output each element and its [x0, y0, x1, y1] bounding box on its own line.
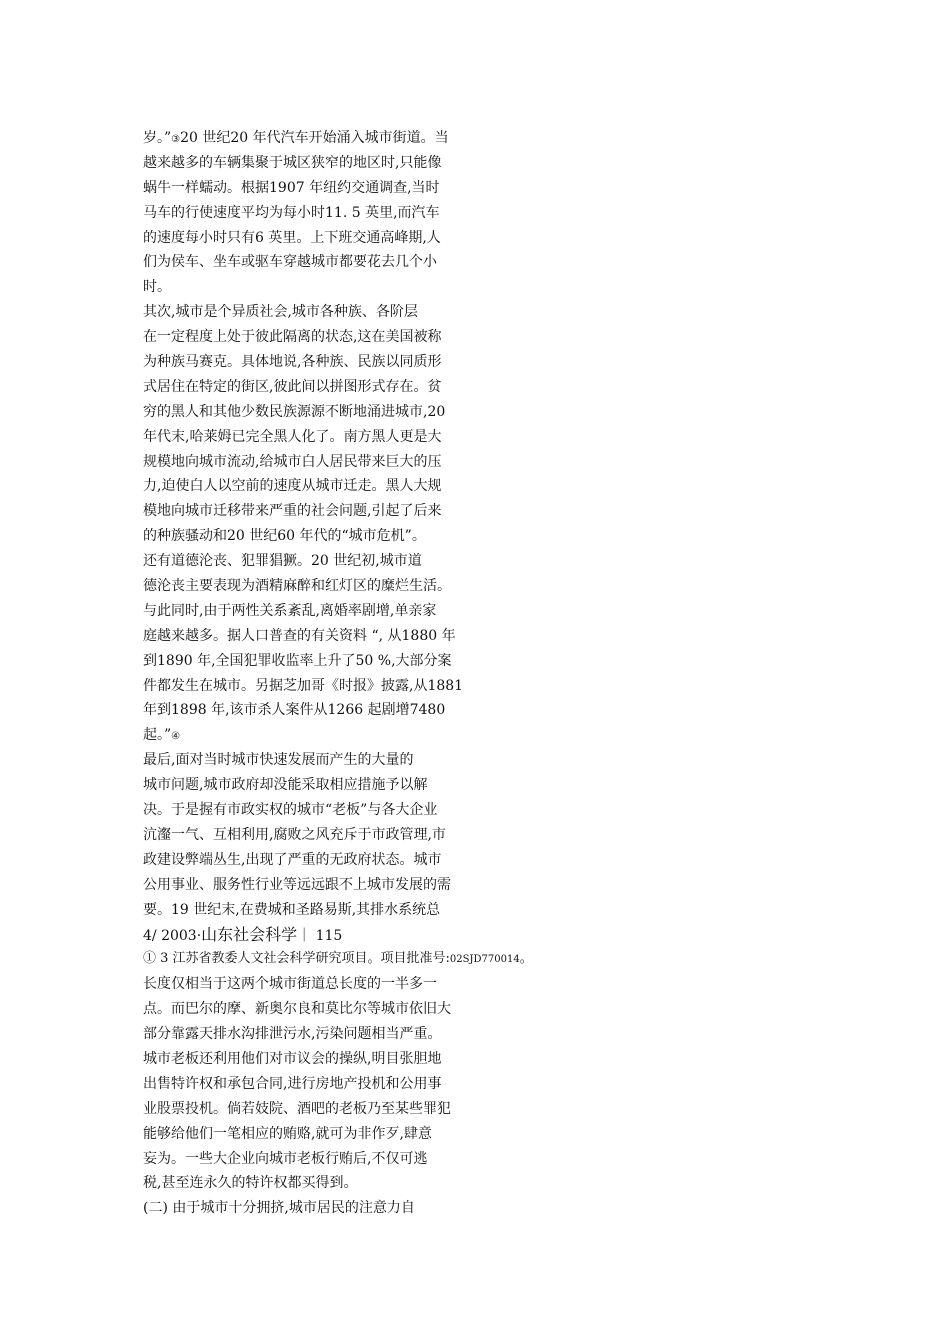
text-line — [143, 425, 543, 450]
text-run: 。 — [519, 951, 533, 967]
text-run: 德沦丧主要表现为酒精麻醉和红灯区的糜烂生活。 — [143, 578, 451, 595]
text-line — [143, 823, 543, 848]
text-run: 点。而巴尔的摩、新奥尔良和莫比尔等城市依旧大 — [143, 1001, 451, 1018]
text-line — [143, 972, 543, 997]
text-run: 到1890 年,全国犯罪收监率上升了50 %,大部分案 — [143, 652, 452, 669]
note-marker: 02SJD770014 — [449, 954, 520, 966]
text-run: 沆瀣一气、互相利用,腐败之风充斥于市政管理,市 — [143, 826, 446, 843]
text-line — [143, 674, 543, 699]
text-line — [143, 524, 543, 549]
text-run: 决。于是握有市政实权的城市“老板”与各大企业 — [143, 802, 438, 819]
text-run: 模地向城市迁移带来严重的社会问题,引起了后来 — [143, 503, 442, 520]
text-line — [143, 773, 543, 798]
text-run: 与此同时,由于两性关系紊乱,离婚率剧增,单亲家 — [143, 602, 437, 619]
text-line — [143, 350, 543, 375]
text-line — [143, 798, 543, 823]
text-run: 式居住在特定的街区,彼此间以拼图形式存在。贫 — [143, 378, 442, 395]
text-line — [143, 1147, 543, 1172]
text-line — [143, 1122, 543, 1147]
text-run: 年到1898 年,该市杀人案件从1266 起剧增7480 — [143, 702, 446, 719]
text-run: 出售特许权和承包合同,进行房地产投机和公用事 — [143, 1075, 442, 1092]
text-run: 4/ 2003· — [143, 927, 202, 944]
text-line — [143, 1097, 543, 1122]
text-run: 妄为。一些大企业向城市老板行贿后,不仅可逃 — [143, 1150, 428, 1167]
text-run: 们为侯车、坐车或驱车穿越城市都要花去几个小 — [143, 254, 437, 271]
text-run: 20 世纪20 年代汽车开始涌入城市街道。当 — [180, 130, 449, 146]
text-run: 城市问题,城市政府却没能采取相应措施予以解 — [143, 777, 428, 794]
text-run: 穷的黑人和其他少数民族源源不断地涌进城市,20 — [143, 403, 446, 420]
text-line — [143, 649, 543, 674]
text-line — [143, 599, 543, 624]
text-run: (二) 由于城市十分拥挤,城市居民的注意力自 — [143, 1200, 415, 1217]
text-line — [143, 1022, 543, 1047]
text-line — [143, 151, 543, 176]
text-line — [143, 1072, 543, 1097]
text-line — [143, 574, 543, 599]
text-line — [143, 250, 543, 275]
text-line — [143, 873, 543, 898]
text-run: 规模地向城市流动,给城市白人居民带来巨大的压 — [143, 453, 442, 470]
text-run: 时。 — [143, 279, 171, 296]
text-line — [143, 300, 543, 325]
text-line — [143, 375, 543, 400]
text-line — [143, 226, 543, 251]
text-line — [143, 400, 543, 425]
text-run: 力,迫使白人以空前的速度从城市迁走。黑人大规 — [143, 478, 442, 495]
text-line — [143, 997, 543, 1022]
text-run: 长度仅相当于这两个城市街道总长度的一半多一 — [143, 976, 437, 993]
text-line — [143, 1196, 543, 1221]
text-line — [143, 450, 543, 475]
text-run: 其次,城市是个异质社会,城市各种族、各阶层 — [143, 304, 418, 321]
text-run: 城市老板还利用他们对市议会的操纵,明目张胆地 — [143, 1050, 442, 1067]
page-footer — [143, 923, 543, 948]
text-run: 公用事业、服务性行业等远远跟不上城市发展的需 — [143, 876, 451, 893]
text-run: 的种族骚动和20 世纪60 年代的“城市危机”。 — [143, 528, 426, 545]
text-run: 岁。” — [143, 130, 172, 146]
text-run: 业股票投机。倘若妓院、酒吧的老板乃至某些罪犯 — [143, 1100, 451, 1117]
journal-name: 山东社会科学 — [201, 924, 298, 944]
text-run: 庭越来越多。据人口普查的有关资料 “, 从1880 年 — [143, 627, 456, 644]
text-line — [143, 126, 543, 151]
text-run: 起。” — [143, 727, 172, 744]
text-run: ｜ 115 — [297, 927, 343, 944]
text-run: 部分靠露天排水沟排泄污水,污染问题相当严重。 — [143, 1026, 442, 1043]
text-run: 要。19 世纪末,在费城和圣路易斯,其排水系统总 — [143, 901, 441, 918]
text-line — [143, 549, 543, 574]
text-run: 最后,面对当时城市快速发展而产生的大量的 — [143, 752, 414, 769]
text-line — [143, 624, 543, 649]
text-run: 能够给他们一笔相应的贿赂,就可为非作歹,肆意 — [143, 1125, 432, 1142]
text-line — [143, 723, 543, 748]
text-run: 蜗牛一样蠕动。根据1907 年纽约交通调查,当时 — [143, 179, 440, 196]
text-run: 越来越多的车辆集聚于城区狭窄的地区时,只能像 — [143, 154, 442, 171]
text-run: 为种族马赛克。具体地说,各种族、民族以同质形 — [143, 354, 442, 371]
text-run: 件都发生在城市。另据芝加哥《时报》披露,从1881 — [143, 677, 464, 694]
text-run: ① 3 江苏省教委人文社会科学研究项目。项目批准号: — [143, 951, 450, 967]
text-line — [143, 698, 543, 723]
note-marker: ④ — [171, 731, 181, 743]
footnote-line — [143, 947, 543, 972]
text-line — [143, 848, 543, 873]
text-run: 年代末,哈莱姆已完全黑人化了。南方黑人更是大 — [143, 428, 442, 445]
text-line — [143, 1171, 543, 1196]
text-run: 还有道德沦丧、犯罪猖獗。20 世纪初,城市道 — [143, 553, 422, 570]
text-line — [143, 474, 543, 499]
text-run: 马车的行使速度平均为每小时11. 5 英里,而汽车 — [143, 204, 440, 221]
text-run: 政建设弊端丛生,出现了严重的无政府状态。城市 — [143, 851, 442, 868]
text-line — [143, 275, 543, 300]
text-line — [143, 325, 543, 350]
text-run: 的速度每小时只有6 英里。上下班交通高峰期,人 — [143, 229, 441, 246]
text-line — [143, 1047, 543, 1072]
text-line — [143, 201, 543, 226]
document-page — [143, 126, 543, 1221]
text-line — [143, 176, 543, 201]
note-marker: ③ — [171, 134, 181, 145]
text-run: 税,甚至连永久的特许权都买得到。 — [143, 1175, 358, 1192]
text-line — [143, 499, 543, 524]
text-line — [143, 748, 543, 773]
text-line — [143, 898, 543, 923]
text-run: 在一定程度上处于彼此隔离的状态,这在美国被称 — [143, 329, 442, 346]
